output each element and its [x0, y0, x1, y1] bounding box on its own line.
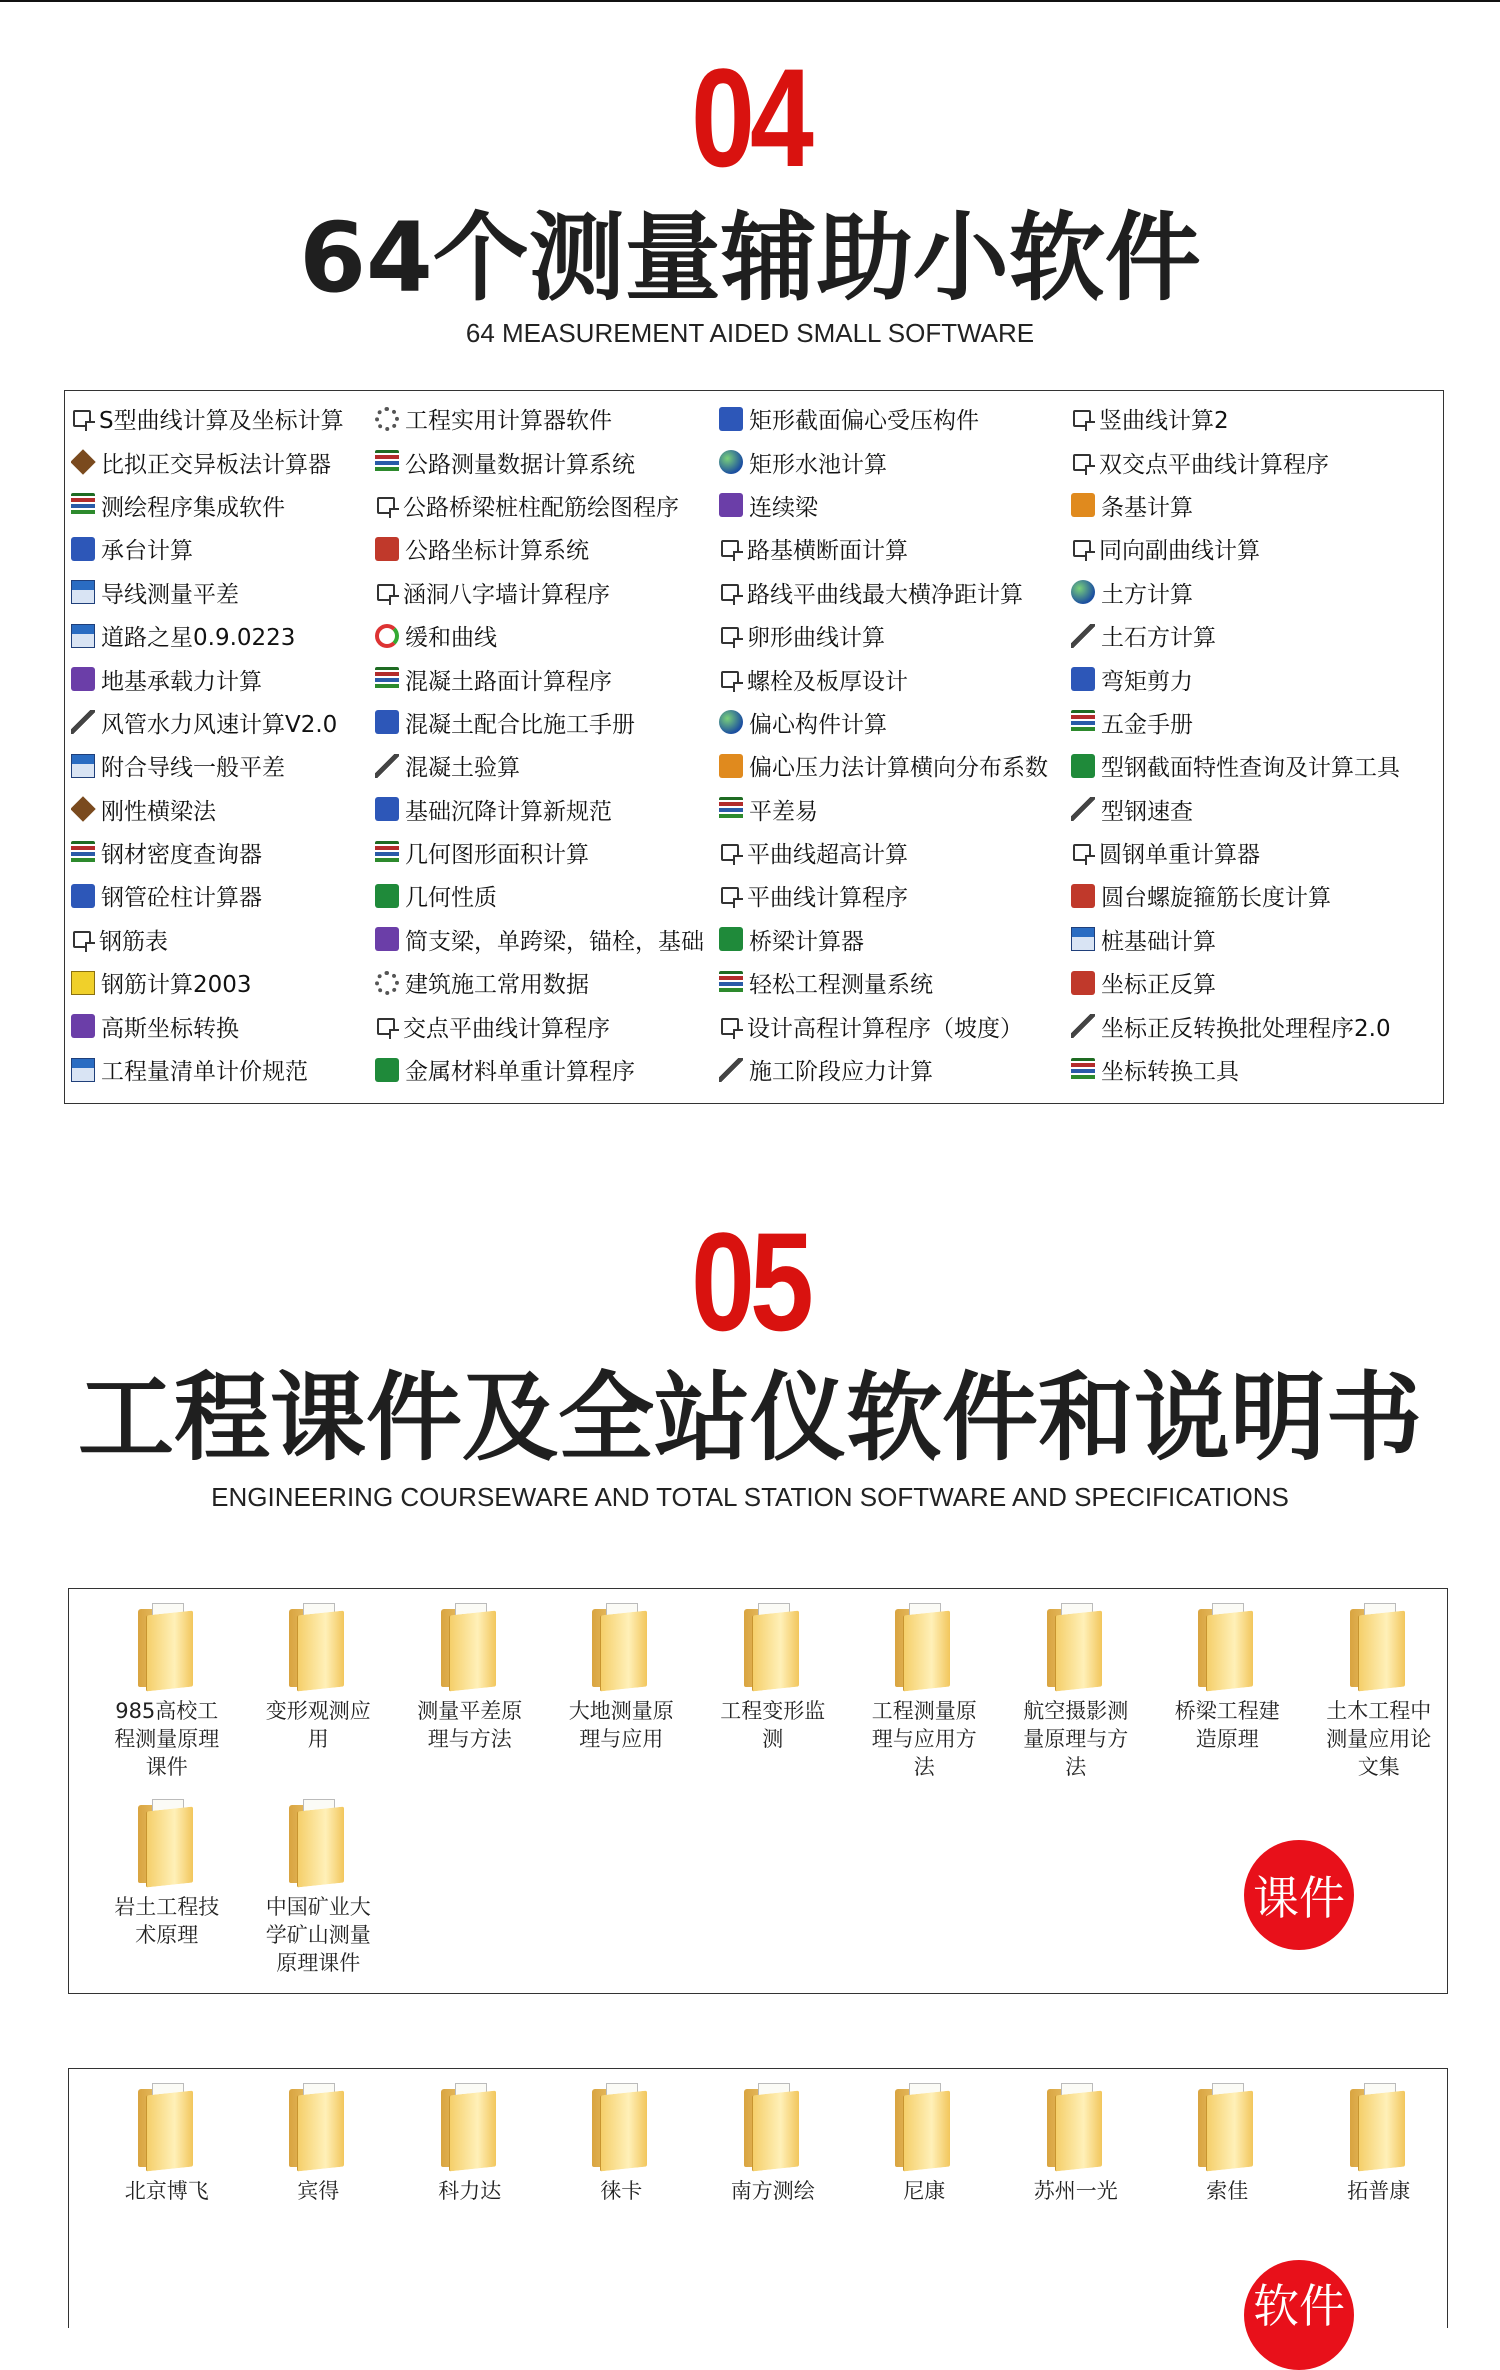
folder-label: 苏州一光 — [1033, 2179, 1118, 2203]
software-item[interactable] — [71, 918, 375, 961]
software-item-label: 承台计算 — [101, 538, 193, 565]
software-item[interactable] — [719, 527, 1071, 570]
purple-icon — [719, 493, 743, 517]
software-item[interactable] — [719, 571, 1071, 614]
software-item-label: 公路坐标计算系统 — [405, 538, 589, 565]
software-item-label: 附合导线一般平差 — [101, 755, 285, 782]
gear-icon — [375, 971, 399, 995]
yellow-icon — [71, 971, 95, 995]
software-item[interactable] — [71, 527, 375, 570]
folder-icon — [289, 1799, 347, 1885]
software-item-label: 钢材密度查询器 — [101, 842, 262, 869]
software-item-label: 几何性质 — [405, 885, 497, 912]
stack-icon — [71, 493, 95, 517]
software-item-label: 平曲线计算程序 — [747, 885, 908, 912]
software-item-label: 混凝土验算 — [405, 755, 520, 782]
software-item[interactable] — [1071, 1048, 1431, 1091]
software-item-label: 钢筋表 — [99, 928, 168, 955]
software-item[interactable] — [375, 571, 719, 614]
software-item-label: 刚性横梁法 — [101, 798, 216, 825]
folder-icon — [138, 2083, 196, 2169]
folder-icon — [138, 1603, 196, 1689]
folder-label: 中国矿业大学矿山测量原理课件 — [265, 1895, 371, 1975]
software-item[interactable] — [1071, 744, 1431, 787]
folder-item[interactable] — [91, 1603, 243, 1799]
folder-label: 航空摄影测量原理与方法 — [1023, 1699, 1129, 1779]
software-item-label: 连续梁 — [749, 494, 818, 521]
stack-icon — [71, 841, 95, 865]
folder-item[interactable] — [1000, 2083, 1152, 2223]
software-item-label: 导线测量平差 — [101, 581, 239, 608]
software-badge: 软件 — [1244, 2260, 1354, 2370]
software-item[interactable] — [719, 918, 1071, 961]
software-item[interactable] — [719, 484, 1071, 527]
folder-item[interactable] — [243, 1603, 395, 1799]
software-item-label: 土方计算 — [1101, 581, 1193, 608]
software-item[interactable] — [1071, 961, 1431, 1004]
software-item-label: 缓和曲线 — [405, 625, 497, 652]
software-item-label: 钢筋计算2003 — [101, 972, 252, 999]
calc-icon — [1071, 927, 1095, 951]
courseware-folder-panel — [68, 1588, 1448, 1994]
software-item[interactable] — [71, 440, 375, 483]
folder-label: 索佳 — [1206, 2179, 1249, 2203]
software-item[interactable] — [71, 614, 375, 657]
software-item[interactable] — [71, 701, 375, 744]
calc-icon — [71, 580, 95, 604]
software-item[interactable] — [71, 397, 375, 440]
software-item[interactable] — [719, 874, 1071, 917]
software-item[interactable] — [71, 961, 375, 1004]
software-item-label: 工程实用计算器软件 — [405, 408, 612, 435]
green-icon — [719, 927, 743, 951]
software-item[interactable] — [719, 744, 1071, 787]
folder-label: 工程变形监测 — [720, 1699, 826, 1751]
doc-icon — [377, 1018, 395, 1035]
software-item[interactable] — [71, 788, 375, 831]
folder-label: 桥梁工程建造原理 — [1174, 1699, 1280, 1751]
top-divider — [0, 0, 1500, 2]
software-item[interactable] — [71, 484, 375, 527]
software-item-label: 建筑施工常用数据 — [405, 972, 589, 999]
tool-icon — [719, 1058, 743, 1082]
software-item-label: 桩基础计算 — [1101, 928, 1216, 955]
software-item-label: 坐标转换工具 — [1101, 1059, 1239, 1086]
folder-label: 南方测绘 — [730, 2179, 815, 2203]
software-item[interactable] — [1071, 788, 1431, 831]
software-item-label: 桥梁计算器 — [749, 928, 864, 955]
tool-icon — [1071, 797, 1095, 821]
software-item[interactable] — [375, 397, 719, 440]
courseware-badge: 课件 — [1244, 1840, 1354, 1950]
tool-icon — [375, 754, 399, 778]
cycle-icon — [375, 624, 399, 648]
blue-icon — [719, 407, 743, 431]
folder-item[interactable] — [546, 1603, 698, 1799]
folder-item[interactable] — [243, 2083, 395, 2223]
globe-icon — [1071, 580, 1095, 604]
software-item-label: 轻松工程测量系统 — [749, 972, 933, 999]
diamond-icon — [71, 796, 96, 821]
tool-icon — [1071, 1014, 1095, 1038]
software-item-label: 路线平曲线最大横净距计算 — [747, 581, 1023, 608]
software-item-label: 混凝土路面计算程序 — [405, 668, 612, 695]
software-item[interactable] — [71, 1048, 375, 1091]
software-item-label: 施工阶段应力计算 — [749, 1059, 933, 1086]
software-item[interactable] — [71, 657, 375, 700]
software-item-label: 平曲线超高计算 — [747, 842, 908, 869]
software-item-label: 路基横断面计算 — [747, 538, 908, 565]
software-item-label: 型钢截面特性查询及计算工具 — [1101, 755, 1400, 782]
software-item[interactable] — [719, 788, 1071, 831]
stack-icon — [1071, 1058, 1095, 1082]
folder-item[interactable] — [394, 2083, 546, 2223]
folder-icon — [1047, 1603, 1105, 1689]
software-item[interactable] — [375, 701, 719, 744]
green-icon — [375, 1058, 399, 1082]
software-item[interactable] — [719, 831, 1071, 874]
folder-label: 北京博飞 — [124, 2179, 209, 2203]
calc-icon — [71, 1058, 95, 1082]
blue-icon — [1071, 667, 1095, 691]
software-item[interactable] — [375, 440, 719, 483]
folder-item[interactable] — [1152, 2083, 1304, 2223]
software-item[interactable] — [375, 1004, 719, 1047]
software-item-label: 弯矩剪力 — [1101, 668, 1193, 695]
folder-icon — [1047, 2083, 1105, 2169]
software-item-label: 钢管砼柱计算器 — [101, 885, 262, 912]
software-item-label: 同向副曲线计算 — [1099, 538, 1260, 565]
doc-icon — [377, 584, 395, 601]
doc-icon — [721, 1018, 739, 1035]
globe-icon — [719, 450, 743, 474]
software-item-label: 金属材料单重计算程序 — [405, 1059, 635, 1086]
folder-label: 变形观测应用 — [265, 1699, 371, 1751]
folder-item[interactable] — [697, 1603, 849, 1799]
folder-label: 宾得 — [297, 2179, 340, 2203]
software-item-label: 坐标正反算 — [1101, 972, 1216, 999]
software-item-label: 平差易 — [749, 798, 818, 825]
folder-icon — [895, 2083, 953, 2169]
software-item[interactable] — [375, 961, 719, 1004]
doc-icon — [73, 931, 91, 948]
software-item-label: 螺栓及板厚设计 — [747, 668, 908, 695]
folder-icon — [744, 1603, 802, 1689]
folder-icon — [289, 1603, 347, 1689]
section-number-04: 04 — [691, 39, 809, 196]
folder-item[interactable] — [849, 1603, 1001, 1799]
software-item[interactable] — [375, 788, 719, 831]
stack-icon — [719, 971, 743, 995]
software-item[interactable] — [1071, 397, 1431, 440]
orange-icon — [1071, 493, 1095, 517]
diamond-icon — [71, 449, 96, 474]
software-item-label: 测绘程序集成软件 — [101, 494, 285, 521]
software-item-label: 涵洞八字墙计算程序 — [403, 581, 610, 608]
doc-icon — [1073, 410, 1091, 427]
software-item-label: 工程量清单计价规范 — [101, 1059, 308, 1086]
software-item[interactable] — [1071, 614, 1431, 657]
software-item-label: 地基承载力计算 — [101, 668, 262, 695]
software-item[interactable] — [1071, 701, 1431, 744]
doc-icon — [721, 584, 739, 601]
folder-item[interactable] — [91, 2083, 243, 2223]
software-item-label: 混凝土配合比施工手册 — [405, 711, 635, 738]
folder-icon — [441, 1603, 499, 1689]
software-item[interactable] — [71, 571, 375, 614]
calc-icon — [71, 624, 95, 648]
software-item[interactable] — [719, 701, 1071, 744]
folder-label: 985高校工程测量原理课件 — [114, 1699, 220, 1779]
folder-icon — [592, 1603, 650, 1689]
folder-icon — [1350, 1603, 1408, 1689]
software-item[interactable] — [375, 918, 719, 961]
software-item[interactable] — [719, 397, 1071, 440]
software-item[interactable] — [1071, 571, 1431, 614]
software-item-label: 型钢速查 — [1101, 798, 1193, 825]
section-title-software: 64个测量辅助小软件 — [299, 202, 1201, 314]
courseware-folder-grid — [91, 1603, 1455, 1995]
folder-item[interactable] — [697, 2083, 849, 2223]
folder-icon — [1350, 2083, 1408, 2169]
green-icon — [375, 884, 399, 908]
software-item[interactable] — [719, 657, 1071, 700]
blue-icon — [375, 710, 399, 734]
software-item-label: 矩形截面偏心受压构件 — [749, 408, 979, 435]
software-item-label: 土石方计算 — [1101, 625, 1216, 652]
red-icon — [1071, 884, 1095, 908]
software-item[interactable] — [1071, 918, 1431, 961]
software-item-label: 偏心压力法计算横向分布系数 — [749, 755, 1048, 782]
folder-icon — [289, 2083, 347, 2169]
software-folder-grid — [91, 2083, 1455, 2223]
software-item[interactable] — [71, 1004, 375, 1047]
software-item[interactable] — [1071, 1004, 1431, 1047]
software-item[interactable] — [375, 614, 719, 657]
software-item-label: S型曲线计算及坐标计算 — [99, 408, 344, 435]
software-item-label: 双交点平曲线计算程序 — [1099, 451, 1329, 478]
software-item-label: 矩形水池计算 — [749, 451, 887, 478]
doc-icon — [721, 540, 739, 557]
folder-icon — [895, 1603, 953, 1689]
software-item[interactable] — [71, 744, 375, 787]
section-subtitle-software: 64 MEASUREMENT AIDED SMALL SOFTWARE — [465, 318, 1035, 348]
software-item[interactable] — [719, 440, 1071, 483]
folder-label: 大地测量原理与应用 — [568, 1699, 674, 1751]
blue-icon — [71, 537, 95, 561]
folder-icon — [592, 2083, 650, 2169]
folder-item[interactable] — [1152, 1603, 1304, 1799]
software-item-label: 偏心构件计算 — [749, 711, 887, 738]
doc-icon — [721, 627, 739, 644]
purple-icon — [71, 1014, 95, 1038]
doc-icon — [1073, 454, 1091, 471]
doc-icon — [721, 844, 739, 861]
software-item[interactable] — [1071, 484, 1431, 527]
stack-icon — [375, 667, 399, 691]
software-item[interactable] — [375, 527, 719, 570]
folder-label: 工程测量原理与应用方法 — [871, 1699, 977, 1779]
software-item[interactable] — [1071, 657, 1431, 700]
doc-icon — [1073, 540, 1091, 557]
software-item[interactable] — [1071, 440, 1431, 483]
software-item[interactable] — [719, 961, 1071, 1004]
software-item-label: 交点平曲线计算程序 — [403, 1015, 610, 1042]
red-icon — [1071, 971, 1095, 995]
folder-label: 科力达 — [438, 2179, 502, 2203]
software-item[interactable] — [375, 1048, 719, 1091]
tool-icon — [1071, 624, 1095, 648]
folder-icon — [138, 1799, 196, 1885]
stack-icon — [1071, 710, 1095, 734]
software-item[interactable] — [1071, 874, 1431, 917]
stack-icon — [719, 797, 743, 821]
folder-item[interactable] — [546, 2083, 698, 2223]
globe-icon — [719, 710, 743, 734]
stack-icon — [375, 841, 399, 865]
orange-icon — [719, 754, 743, 778]
software-item[interactable] — [71, 831, 375, 874]
doc-icon — [721, 887, 739, 904]
red-icon — [375, 537, 399, 561]
section-title-courseware: 工程课件及全站仪软件和说明书 — [78, 1362, 1422, 1474]
folder-label: 徕卡 — [600, 2179, 643, 2203]
doc-icon — [73, 410, 91, 427]
software-item-label: 竖曲线计算2 — [1099, 408, 1229, 435]
folder-item[interactable] — [91, 1799, 243, 1995]
software-item-label: 公路测量数据计算系统 — [405, 451, 635, 478]
software-item[interactable] — [375, 657, 719, 700]
doc-icon — [1073, 844, 1091, 861]
doc-icon — [721, 671, 739, 688]
software-item[interactable] — [1071, 831, 1431, 874]
software-item[interactable] — [375, 831, 719, 874]
green-icon — [1071, 754, 1095, 778]
software-item[interactable] — [71, 874, 375, 917]
gear-icon — [375, 407, 399, 431]
folder-item[interactable] — [1000, 1603, 1152, 1799]
software-item[interactable] — [375, 744, 719, 787]
software-item-label: 圆台螺旋箍筋长度计算 — [1101, 885, 1331, 912]
folder-item[interactable] — [1303, 1603, 1455, 1799]
calc-icon — [71, 754, 95, 778]
folder-item[interactable] — [849, 2083, 1001, 2223]
software-item-label: 条基计算 — [1101, 494, 1193, 521]
software-list — [71, 397, 1437, 1097]
folder-icon — [1198, 2083, 1256, 2169]
folder-item[interactable] — [243, 1799, 395, 1995]
stack-icon — [375, 450, 399, 474]
software-item-label: 设计高程计算程序（坡度） — [747, 1015, 1023, 1042]
total-station-software-panel — [68, 2068, 1448, 2328]
purple-icon — [71, 667, 95, 691]
software-item[interactable] — [375, 874, 719, 917]
section-number-05: 05 — [691, 1203, 809, 1360]
folder-label: 岩土工程技术原理 — [114, 1895, 220, 1947]
software-item-label: 基础沉降计算新规范 — [405, 798, 612, 825]
software-item-label: 比拟正交异板法计算器 — [101, 451, 331, 478]
software-item-label: 公路桥梁桩柱配筋绘图程序 — [403, 494, 679, 521]
software-item-label: 五金手册 — [1101, 711, 1193, 738]
folder-label: 土木工程中测量应用论文集 — [1326, 1699, 1432, 1779]
purple-icon — [375, 927, 399, 951]
blue-icon — [375, 797, 399, 821]
folder-item[interactable] — [394, 1603, 546, 1799]
software-item-label: 道路之星0.9.0223 — [101, 625, 296, 652]
software-item-label: 风管水力风速计算V2.0 — [101, 711, 338, 738]
folder-icon — [441, 2083, 499, 2169]
software-item-label: 简支梁，单跨梁，锚栓，基础 — [405, 928, 704, 955]
software-item[interactable] — [1071, 527, 1431, 570]
software-item-label: 圆钢单重计算器 — [1099, 842, 1260, 869]
software-item-label: 卵形曲线计算 — [747, 625, 885, 652]
software-item[interactable] — [719, 1004, 1071, 1047]
folder-label: 拓普康 — [1347, 2179, 1411, 2203]
blue-icon — [71, 884, 95, 908]
software-item-label: 坐标正反转换批处理程序2.0 — [1101, 1015, 1391, 1042]
doc-icon — [377, 497, 395, 514]
software-item[interactable] — [375, 484, 719, 527]
folder-icon — [744, 2083, 802, 2169]
section-subtitle-courseware: ENGINEERING COURSEWARE AND TOTAL STATION SOFTWARE AND SPECIFICATIONS — [211, 1482, 1289, 1512]
folder-label: 测量平差原理与方法 — [417, 1699, 523, 1751]
folder-label: 尼康 — [903, 2179, 946, 2203]
software-list-panel — [64, 390, 1444, 1104]
software-item-label: 高斯坐标转换 — [101, 1015, 239, 1042]
software-item-label: 几何图形面积计算 — [405, 842, 589, 869]
folder-icon — [1198, 1603, 1256, 1689]
folder-item[interactable] — [1303, 2083, 1455, 2223]
software-item[interactable] — [719, 1048, 1071, 1091]
software-item[interactable] — [719, 614, 1071, 657]
tool-icon — [71, 710, 95, 734]
